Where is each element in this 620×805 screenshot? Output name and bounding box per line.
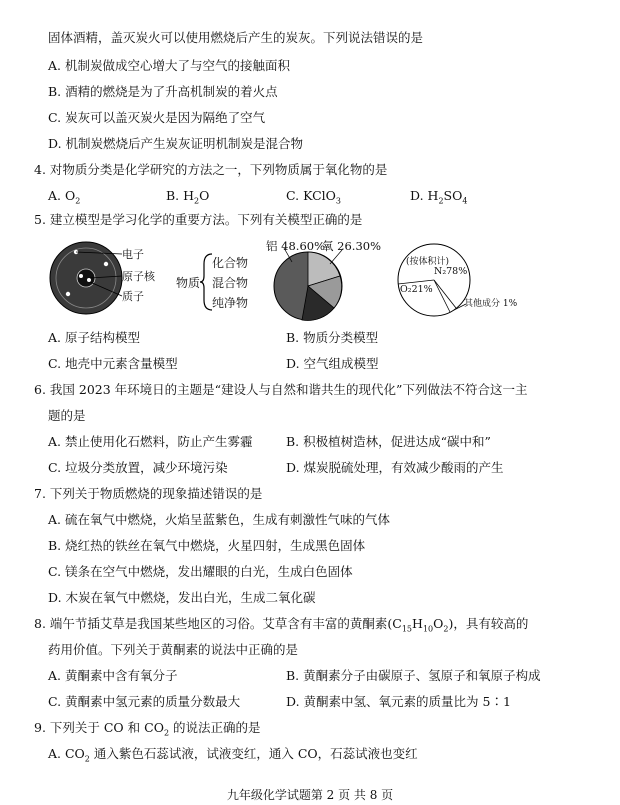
q7-option-d: D. 木炭在氧气中燃烧，发出白光，生成二氧化碳 <box>48 590 316 605</box>
classification-compound: 化合物 <box>212 256 249 270</box>
q4-option-c: C. KClO$_3$ <box>286 188 341 206</box>
q7-option-a: A. 硫在氧气中燃烧，火焰呈蓝紫色，生成有刺激性气味的气体 <box>48 512 390 527</box>
q8-option-c: C. 黄酮素中氢元素的质量分数最大 <box>48 694 241 709</box>
crust-elements-figure <box>262 232 380 324</box>
q6-option-b: B. 积极植树造林，促进达成“碳中和” <box>286 434 491 449</box>
air-label-other: 其他成分 1% <box>464 299 518 309</box>
q5-option-b: B. 物质分类模型 <box>286 330 379 345</box>
q4-option-a: A. $O_2$ <box>48 188 81 206</box>
classification-root: 物质 <box>176 276 201 290</box>
q3-option-a: A. 机制炭做成空心增大了与空气的接触面积 <box>48 58 290 73</box>
q8-stem-line1: 8. 端午节插艾草是我国某些地区的习俗。艾草含有丰富的黄酮素$(C_{15}H_{10}O_2)$，具有较高的 <box>34 616 529 634</box>
air-composition-pie <box>384 232 514 324</box>
air-label-nitrogen: N₂78% <box>434 266 468 277</box>
q4-stem: 4. 对物质分类是化学研究的方法之一，下列物质属于氧化物的是 <box>34 162 388 177</box>
q7-option-b: B. 烧红热的铁丝在氧气中燃烧，火星四射，生成黑色固体 <box>48 538 366 553</box>
atom-label-nucleus: 原子核 <box>122 270 155 283</box>
q9-stem: 9. 下列关于 CO 和 $CO_2$ 的说法正确的是 <box>34 720 261 738</box>
crust-label-aluminum: 铝 48.60% <box>266 239 326 253</box>
q3-option-d: D. 机制炭燃烧后产生炭灰证明机制炭是混合物 <box>48 136 304 151</box>
classification-mixture: 混合物 <box>212 276 249 290</box>
crust-label-oxygen: 氧 26.30% <box>322 239 382 253</box>
q6-option-c: C. 垃圾分类放置，减少环境污染 <box>48 460 228 475</box>
q8-option-b: B. 黄酮素分子由碳原子、氢原子和氧原子构成 <box>286 668 541 683</box>
page-footer: 九年级化学试题第 2 页 共 8 页 <box>226 788 394 802</box>
q6-option-d: D. 煤炭脱硫处理，有效减少酸雨的产生 <box>286 460 504 475</box>
q9-option-a: A. $CO_2$ 通入紫色石蕊试液，试液变红，通入 CO，石蕊试液也变红 <box>48 746 418 764</box>
q6-stem-line2: 题的是 <box>48 408 86 423</box>
q5-option-a: A. 原子结构模型 <box>48 330 140 345</box>
atom-label-electron: 电子 <box>122 248 144 261</box>
air-label-oxygen: O₂21% <box>400 284 433 295</box>
q8-option-d: D. 黄酮素中氢、氧元素的质量比为 5∶1 <box>286 694 511 709</box>
q5-option-d: D. 空气组成模型 <box>286 356 379 371</box>
q3-option-b: B. 酒精的燃烧是为了升高机制炭的着火点 <box>48 84 278 99</box>
q7-stem: 7. 下列关于物质燃烧的现象描述错误的是 <box>34 486 263 501</box>
air-composition-figure <box>384 232 518 324</box>
q6-stem-line1: 6. 我国 2023 年环境日的主题是“建设人与自然和谐共生的现代化”下列做法不符合这一主 <box>34 382 528 397</box>
q5-stem: 5. 建立模型是学习化学的重要方法。下列有关模型正确的是 <box>34 212 363 227</box>
q5-option-c: C. 地壳中元素含量模型 <box>48 356 178 371</box>
air-label-note: (按体积计) <box>406 257 450 267</box>
q6-option-a: A. 禁止使用化石燃料，防止产生雾霾 <box>48 434 253 449</box>
q8-option-a: A. 黄酮素中含有氧分子 <box>48 668 178 683</box>
q7-option-c: C. 镁条在空气中燃烧，发出耀眼的白光，生成白色固体 <box>48 564 353 579</box>
q3-option-c: C. 炭灰可以盖灭炭火是因为隔绝了空气 <box>48 110 266 125</box>
substance-classification-figure <box>176 232 256 324</box>
atom-structure-figure <box>46 232 166 324</box>
atom-label-proton: 质子 <box>122 290 144 303</box>
q8-stem-line2: 药用价值。下列关于黄酮素的说法中正确的是 <box>48 642 299 657</box>
q4-option-d: D. $H_2SO_4$ <box>410 188 468 206</box>
q4-option-b: B. $H_2O$ <box>166 188 210 206</box>
q3-stem-continued: 固体酒精，盖灭炭火可以使用燃烧后产生的炭灰。下列说法错误的是 <box>48 30 424 45</box>
classification-pure: 纯净物 <box>212 296 249 310</box>
